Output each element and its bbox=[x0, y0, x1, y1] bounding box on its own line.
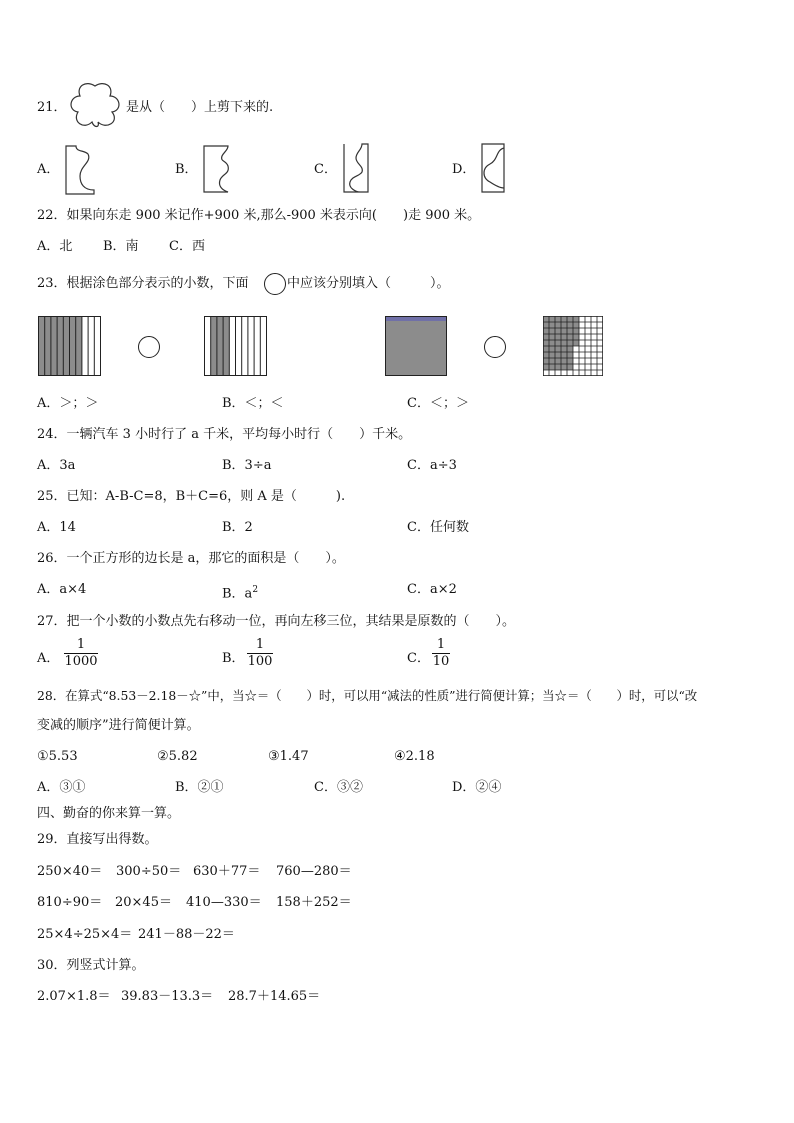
compare-circle-2[interactable] bbox=[484, 336, 506, 358]
fraction-1-10 bbox=[432, 638, 450, 669]
calc-item: 410—330＝ bbox=[186, 895, 262, 910]
q25-option-c[interactable]: C．任何数 bbox=[407, 520, 469, 535]
q29-text: 29．直接写出得数。 bbox=[37, 832, 158, 847]
calc-item: 2.07×1.8＝ bbox=[37, 989, 111, 1004]
fraction-numerator: 1 bbox=[76, 637, 86, 652]
q25-option-b[interactable]: B．2 bbox=[222, 520, 253, 535]
calc-item: 158＋252＝ bbox=[276, 895, 352, 910]
q27-option-b[interactable]: B． bbox=[222, 651, 245, 666]
compare-circle-1[interactable] bbox=[138, 336, 160, 358]
q21-text: 是从（ ）上剪下来的. bbox=[126, 100, 274, 115]
q26-text: 26．一个正方形的边长是 a，那它的面积是（ ）。 bbox=[37, 551, 345, 566]
fraction-numerator: 1 bbox=[255, 637, 265, 652]
q26-option-b-text: B．a bbox=[222, 586, 253, 602]
tenths-strip-3 bbox=[204, 316, 267, 376]
q27-option-a[interactable]: A． bbox=[37, 651, 60, 666]
fraction-denominator: 10 bbox=[432, 654, 450, 669]
q26-option-b-exponent: 2 bbox=[252, 585, 259, 595]
fraction-denominator: 100 bbox=[247, 654, 273, 669]
fraction-1-1000 bbox=[64, 638, 98, 669]
q28-choice-2: ②5.82 bbox=[157, 749, 198, 764]
q21-option-b[interactable]: B． bbox=[175, 162, 198, 177]
q24-option-b[interactable]: B．3÷a bbox=[222, 458, 272, 473]
q23-option-c[interactable]: C．＜；＞ bbox=[407, 396, 469, 411]
q21-option-a[interactable]: A． bbox=[37, 162, 60, 177]
tenths-strip-7 bbox=[38, 316, 101, 376]
section-heading: 四、勤奋的你来算一算。 bbox=[37, 806, 181, 821]
q28-option-d[interactable]: D．②④ bbox=[452, 780, 502, 795]
folded-paper-c bbox=[338, 142, 374, 196]
q28-option-b[interactable]: B．②① bbox=[175, 780, 224, 795]
q25-option-a[interactable]: A．14 bbox=[37, 520, 76, 535]
q28-option-a[interactable]: A．③① bbox=[37, 780, 86, 795]
fraction-1-100 bbox=[247, 638, 273, 669]
q22-option-c[interactable]: C．西 bbox=[169, 239, 205, 254]
q28-choice-4: ④2.18 bbox=[394, 749, 435, 764]
q28-choice-3: ③1.47 bbox=[268, 749, 309, 764]
calc-item: 300÷50＝ bbox=[116, 864, 182, 879]
q28-line1: 28．在算式“8.53－2.18－☆”中，当☆＝（ ）时，可以用“减法的性质”进行简便计算；当☆＝（ ）时，可以“改 bbox=[37, 688, 698, 703]
q21-option-d[interactable]: D． bbox=[452, 162, 476, 177]
q28-line2: 变减的顺序”进行简便计算。 bbox=[37, 718, 200, 733]
q21-number: 21． bbox=[37, 100, 67, 115]
q23-text-b: 中应该分别填入（ ）。 bbox=[287, 276, 450, 291]
q24-text: 24．一辆汽车 3 小时行了 a 千米，平均每小时行（ ）千米。 bbox=[37, 427, 412, 442]
folded-paper-a bbox=[62, 144, 98, 196]
calc-item: 250×40＝ bbox=[37, 864, 103, 879]
q23-option-a[interactable]: A．＞；＞ bbox=[37, 396, 99, 411]
folded-paper-b bbox=[200, 144, 236, 196]
q23-text-a: 23．根据涂色部分表示的小数，下面 bbox=[37, 276, 249, 291]
folded-paper-d bbox=[476, 142, 512, 196]
q22-option-b[interactable]: B．南 bbox=[103, 239, 139, 254]
cloud-flower-shape bbox=[68, 80, 122, 132]
q27-option-c[interactable]: C． bbox=[407, 651, 430, 666]
q26-option-a[interactable]: A．a×4 bbox=[37, 582, 87, 597]
q27-text: 27．把一个小数的小数点先右移动一位，再向左移三位，其结果是原数的（ ）。 bbox=[37, 614, 516, 629]
q21-option-c[interactable]: C． bbox=[314, 162, 337, 177]
calc-item: 20×45＝ bbox=[115, 895, 172, 910]
q26-option-c[interactable]: C．a×2 bbox=[407, 582, 457, 597]
calc-item: 39.83－13.3＝ bbox=[121, 989, 214, 1004]
calc-item: 760—280＝ bbox=[276, 864, 352, 879]
q28-option-c[interactable]: C．③② bbox=[314, 780, 363, 795]
calc-item: 241－88－22＝ bbox=[138, 927, 235, 942]
q23-option-b[interactable]: B．＜；＜ bbox=[222, 396, 284, 411]
compare-circle-inline bbox=[264, 273, 286, 295]
fraction-numerator: 1 bbox=[436, 637, 446, 652]
calc-item: 630＋77＝ bbox=[193, 864, 261, 879]
calc-item: 28.7＋14.65＝ bbox=[228, 989, 321, 1004]
q30-text: 30．列竖式计算。 bbox=[37, 958, 145, 973]
q26-option-b[interactable] bbox=[222, 582, 258, 602]
hundredths-grid bbox=[543, 316, 603, 376]
q22-option-a[interactable]: A．北 bbox=[37, 239, 73, 254]
shaded-square bbox=[385, 316, 447, 376]
fraction-denominator: 1000 bbox=[64, 654, 98, 669]
calc-item: 25×4÷25×4＝ bbox=[37, 927, 133, 942]
q24-option-c[interactable]: C．a÷3 bbox=[407, 458, 457, 473]
q24-option-a[interactable]: A．3a bbox=[37, 458, 76, 473]
q25-text: 25．已知：A-B-C=8，B＋C=6，则 A 是（ ). bbox=[37, 489, 346, 504]
q28-choice-1: ①5.53 bbox=[37, 749, 78, 764]
calc-item: 810÷90＝ bbox=[37, 895, 103, 910]
q22-text: 22．如果向东走 900 米记作+900 米,那么-900 米表示向( )走 900 米。 bbox=[37, 208, 481, 223]
